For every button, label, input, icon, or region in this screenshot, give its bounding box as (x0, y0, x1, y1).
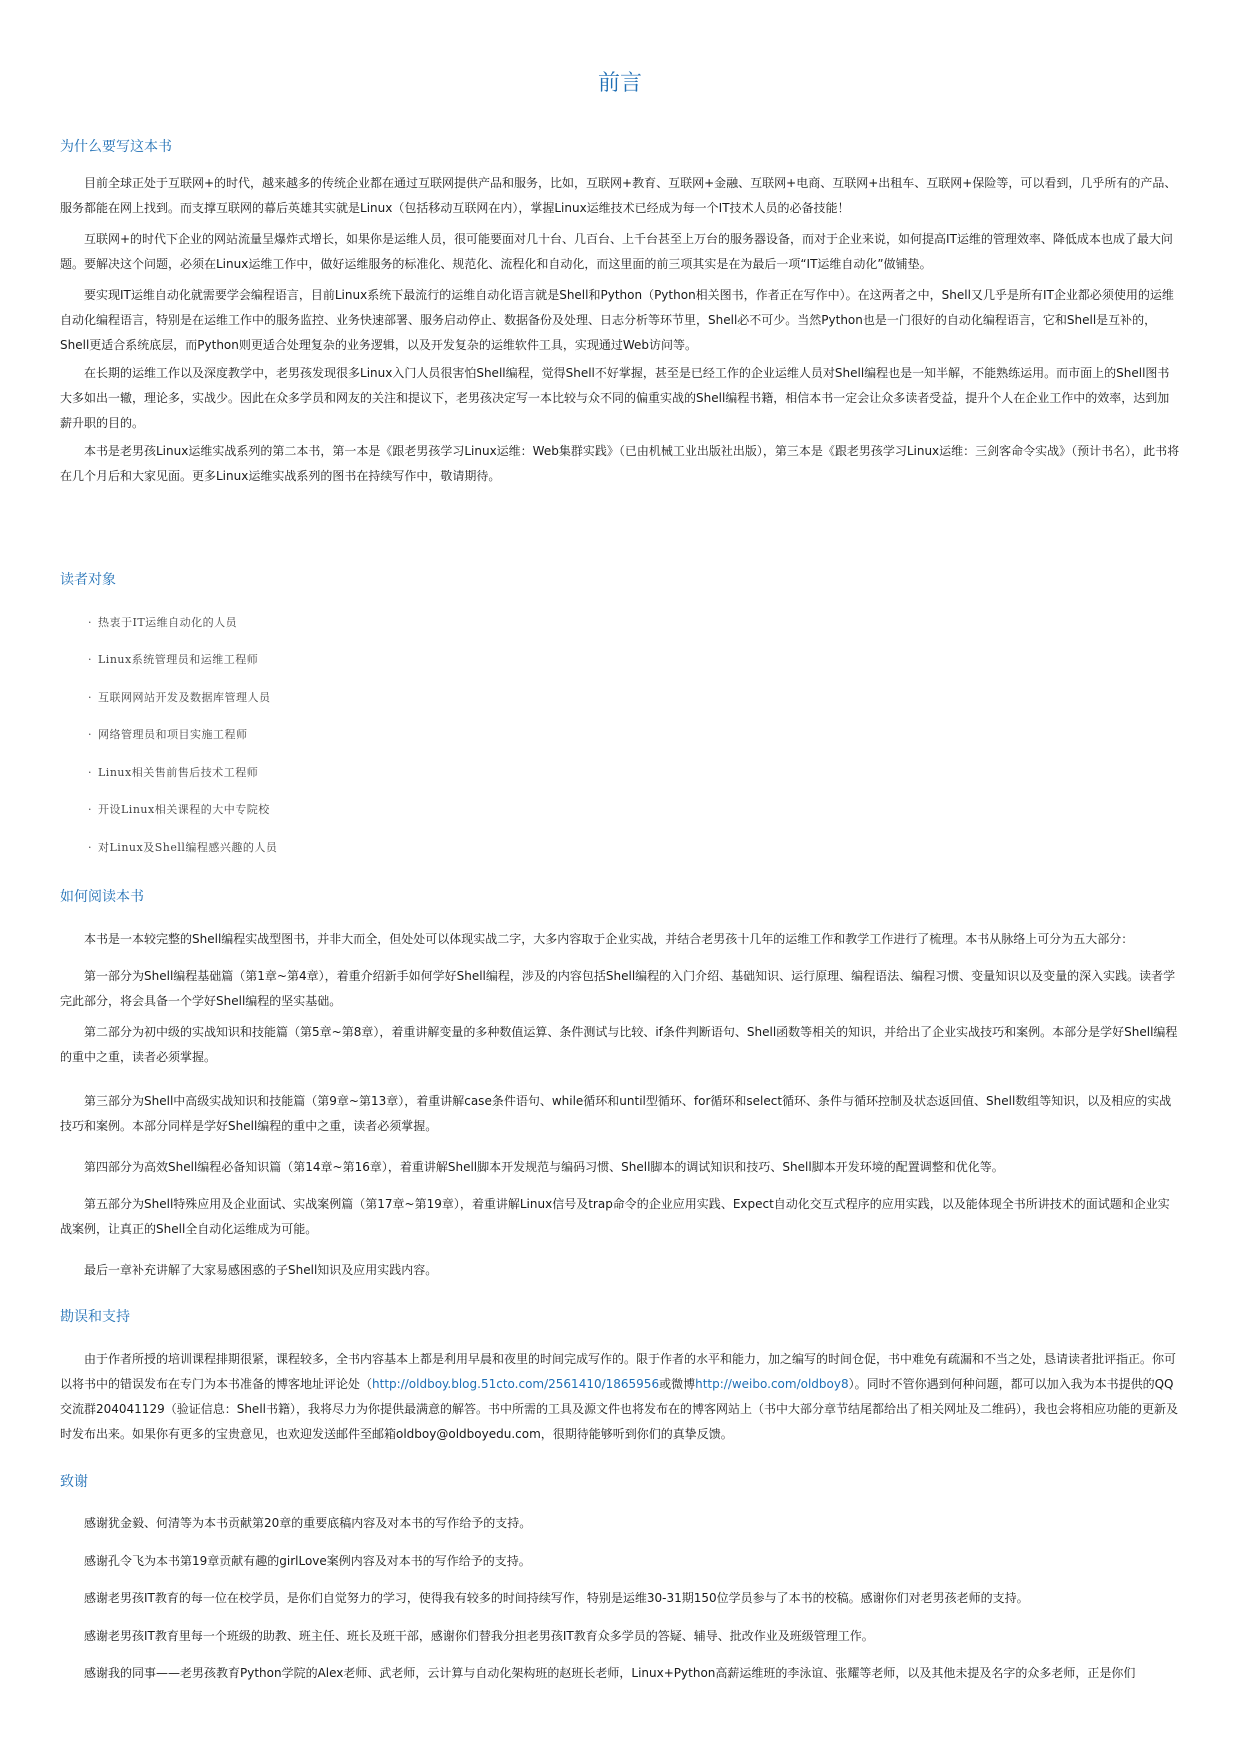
heading-thanks: 致谢 (60, 1474, 88, 1490)
thanks-paragraph-3: 感谢老男孩IT教育的每一位在校学员，是你们自觉努力的学习，使得我有较多的时间持续写作，特别是运维30-31期150位学员参与了本书的校稿。感谢你们对老男孩老师的支持。 (84, 1591, 1029, 1605)
reader-item: · 网络管理员和项目实施工程师 (88, 728, 248, 741)
page-title: 前言 (597, 71, 642, 96)
errata-paragraph: 由于作者所授的培训课程排期很紧，课程较多，全书内容基本上都是利用早晨和夜里的时间完成写作的。限于作者的水平和能力，加之编写的时间仓促，书中难免有疏漏和不当之处，恳请读者批评指正。你可以将书中的错误发布在专门为本书准备的博客地址评论处（http://oldboy.blog.51cto.com/2561410/1865956或微博http://weibo.com/oldboy8）。同时不管你遇到何种问题，都可以加入我为本书提供的QQ交流群204041129（验证信息：Shell书籍），我将尽力为你提供最满意的解答。书中所需的工具及源文件也将发布在的博客网站上（书中大部分章节结尾都给出了相关网址及二维码），我也会将相应功能的更新及时发布出来。如果你有更多的宝贵意见，也欢迎发送邮件至邮箱oldboy@oldboyedu.com，很期待能够听到你们的真挚反馈。 (60, 1352, 1178, 1441)
reader-item: · Linux系统管理员和运维工程师 (88, 653, 259, 666)
howto-paragraph-1: 本书是一本较完整的Shell编程实战型图书，并非大而全，但处处可以体现实战二字，大多内容取于企业实战，并结合老男孩十几年的运维工作和教学工作进行了梳理。本书从脉络上可分为五大部分： (84, 932, 1134, 946)
howto-paragraph-7: 最后一章补充讲解了大家易感困惑的子Shell知识及应用实践内容。 (84, 1263, 438, 1277)
why-paragraph-5: 本书是老男孩Linux运维实战系列的第二本书，第一本是《跟老男孩学习Linux运维：Web集群实践》（已由机械工业出版社出版），第三本是《跟老男孩学习Linux运维：三剑客命令实战》（预计书名），此书将在几个月后和大家见面。更多Linux运维实战系列的图书在持续写作中，敬请期待。 (60, 444, 1180, 483)
thanks-paragraph-5: 感谢我的同事——老男孩教育Python学院的Alex老师、武老师，云计算与自动化架构班的赵班长老师，Linux+Python高薪运维班的李泳谊、张耀等老师，以及其他未提及名字的众多老师，正是你们 (84, 1666, 1136, 1680)
heading-why: 为什么要写这本书 (60, 139, 172, 155)
howto-paragraph-5: 第四部分为高效Shell编程必备知识篇（第14章~第16章），着重讲解Shell脚本开发规范与编码习惯、Shell脚本的调试知识和技巧、Shell脚本开发环境的配置调整和优化等。 (84, 1160, 1004, 1174)
reader-item: · Linux相关售前售后技术工程师 (88, 766, 259, 779)
why-paragraph-3: 要实现IT运维自动化就需要学会编程语言，目前Linux系统下最流行的运维自动化语言就是Shell和Python（Python相关图书，作者正在写作中）。在这两者之中，Shell又几乎是所有IT企业都必须使用的运维自动化编程语言，特别是在运维工作中的服务监控、业务快速部署、服务启动停止、数据备份及处理、日志分析等环节里，Shell必不可少。当然Python也是一门很好的自动化编程语言，它和Shell是互补的，Shell更适合系统底层，而Python则更适合处理复杂的业务逻辑，以及开发复杂的运维软件工具，实现通过Web访问等。 (60, 288, 1174, 352)
reader-item: · 互联网网站开发及数据库管理人员 (88, 691, 271, 704)
reader-item: · 对Linux及Shell编程感兴趣的人员 (88, 841, 278, 854)
heading-readers: 读者对象 (60, 572, 116, 588)
why-paragraph-4: 在长期的运维工作以及深度教学中，老男孩发现很多Linux入门人员很害怕Shell编程，觉得Shell不好掌握，甚至是已经工作的企业运维人员对Shell编程也是一知半解，不能熟练运用。而市面上的Shell图书大多如出一辙，理论多，实战少。因此在众多学员和网友的关注和提议下，老男孩决定写一本比较与众不同的偏重实战的Shell编程书籍，相信本书一定会让众多读者受益，提升个人在企业工作中的效率，达到加薪升职的目的。 (60, 366, 1170, 430)
howto-paragraph-2: 第一部分为Shell编程基础篇（第1章~第4章），着重介绍新手如何学好Shell编程，涉及的内容包括Shell编程的入门介绍、基础知识、运行原理、编程语法、编程习惯、变量知识以及变量的深入实践。读者学完此部分，将会具备一个学好Shell编程的坚实基础。 (60, 969, 1176, 1008)
weibo-link[interactable]: http://weibo.com/oldboy8 (695, 1377, 849, 1391)
heading-errata: 勘误和支持 (60, 1309, 130, 1325)
thanks-paragraph-4: 感谢老男孩IT教育里每一个班级的助教、班主任、班长及班干部，感谢你们替我分担老男孩IT教育众多学员的答疑、辅导、批改作业及班级管理工作。 (84, 1629, 874, 1643)
thanks-paragraph-1: 感谢犹金毅、何清等为本书贡献第20章的重要底稿内容及对本书的写作给予的支持。 (84, 1516, 532, 1530)
why-paragraph-2: 互联网+的时代下企业的网站流量呈爆炸式增长，如果你是运维人员，很可能要面对几十台、几百台、上千台甚至上万台的服务器设备，而对于企业来说，如何提高IT运维的管理效率、降低成本也成了最大问题。要解决这个问题，必须在Linux运维工作中，做好运维服务的标准化、规范化、流程化和自动化，而这里面的前三项其实是在为最后一项“IT运维自动化”做铺垫。 (60, 232, 1173, 271)
howto-paragraph-6: 第五部分为Shell特殊应用及企业面试、实战案例篇（第17章~第19章），着重讲解Linux信号及trap命令的企业应用实践、Expect自动化交互式程序的应用实践，以及能体现全书所讲技术的面试题和企业实战案例，让真正的Shell全自动化运维成为可能。 (60, 1197, 1170, 1236)
howto-paragraph-4: 第三部分为Shell中高级实战知识和技能篇（第9章~第13章），着重讲解case条件语句、while循环和until型循环、for循环和select循环、条件与循环控制及状态返回值、Shell数组等知识，以及相应的实战技巧和案例。本部分同样是学好Shell编程的重中之重，读者必须掌握。 (60, 1094, 1172, 1133)
blog-link[interactable]: http://oldboy.blog.51cto.com/2561410/1865956 (372, 1377, 660, 1391)
heading-howto: 如何阅读本书 (60, 889, 144, 905)
howto-paragraph-3: 第二部分为初中级的实战知识和技能篇（第5章~第8章），着重讲解变量的多种数值运算、条件测试与比较、if条件判断语句、Shell函数等相关的知识，并给出了企业实战技巧和案例。本部分是学好Shell编程的重中之重，读者必须掌握。 (60, 1025, 1178, 1064)
thanks-paragraph-2: 感谢孔令飞为本书第19章贡献有趣的girlLove案例内容及对本书的写作给予的支持。 (84, 1554, 531, 1568)
reader-item: · 热衷于IT运维自动化的人员 (88, 616, 238, 629)
why-paragraph-1: 目前全球正处于互联网+的时代，越来越多的传统企业都在通过互联网提供产品和服务，比如，互联网+教育、互联网+金融、互联网+电商、互联网+出租车、互联网+保险等，可以看到，几乎所有的产品、服务都能在网上找到。而支撑互联网的幕后英雄其实就是Linux（包括移动互联网在内），掌握Linux运维技术已经成为每一个IT技术人员的必备技能！ (60, 176, 1177, 215)
reader-item: · 开设Linux相关课程的大中专院校 (88, 803, 270, 816)
